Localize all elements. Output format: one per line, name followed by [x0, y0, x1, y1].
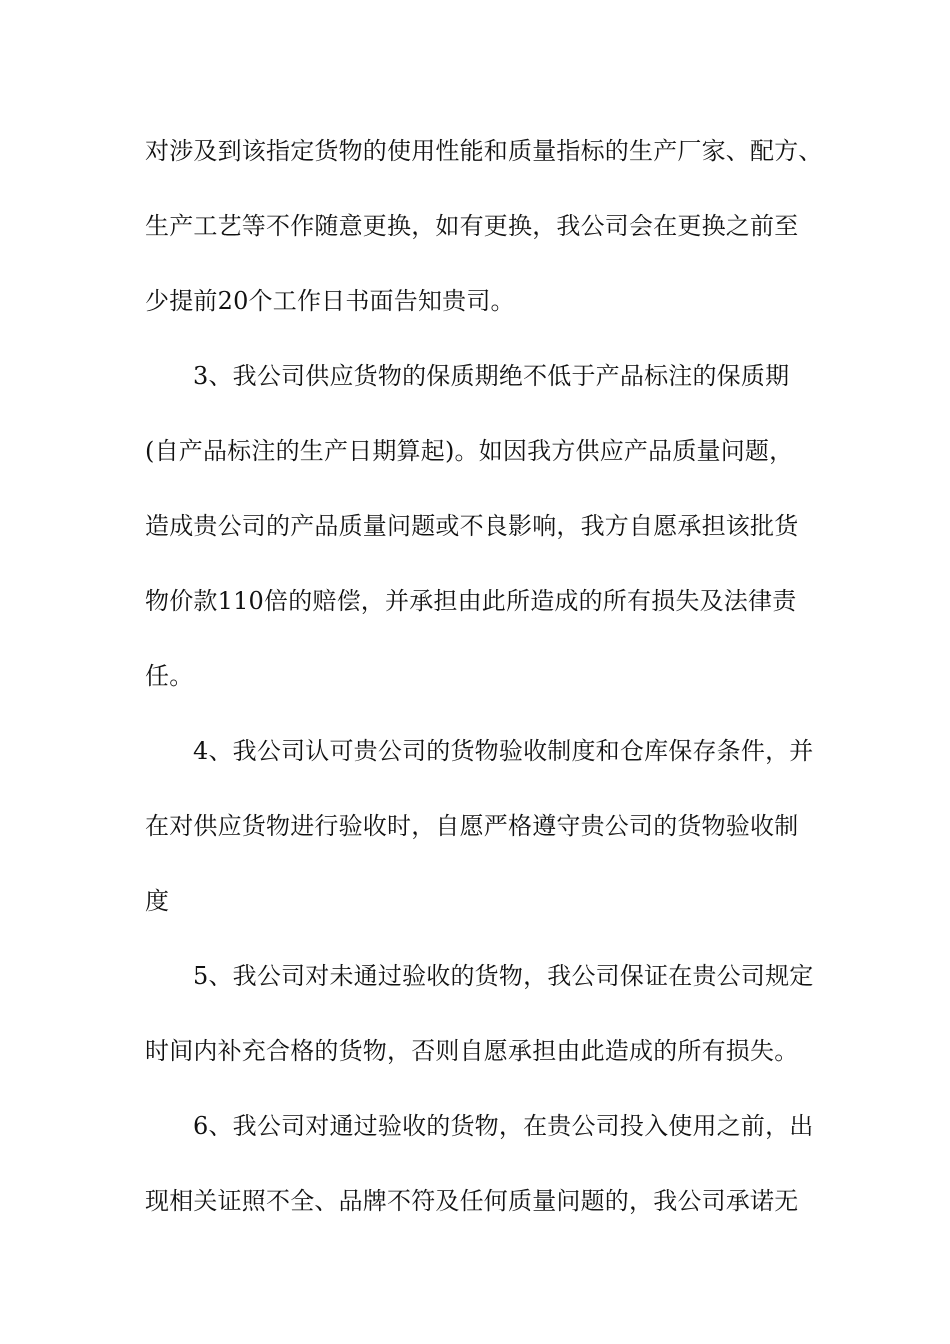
- paragraph-line: 生产工艺等不作随意更换，如有更换，我公司会在更换之前至: [145, 212, 799, 240]
- clause-3-line: 3、我公司供应货物的保质期绝不低于产品标注的保质期: [193, 362, 790, 390]
- paragraph-line: 对涉及到该指定货物的使用性能和质量指标的生产厂家、配方、: [145, 137, 823, 165]
- paragraph-line: 造成贵公司的产品质量问题或不良影响，我方自愿承担该批货: [145, 512, 799, 540]
- paragraph-line: 任。: [145, 662, 194, 690]
- paragraph-line: 现相关证照不全、品牌不符及任何质量问题的，我公司承诺无: [145, 1187, 799, 1215]
- paragraph-line: 时间内补充合格的货物，否则自愿承担由此造成的所有损失。: [145, 1037, 799, 1065]
- clause-5-line: 5、我公司对未通过验收的货物，我公司保证在贵公司规定: [193, 962, 814, 990]
- clause-4-line: 4、我公司认可贵公司的货物验收制度和仓库保存条件，并: [193, 737, 814, 765]
- paragraph-line: 在对供应货物进行验收时，自愿严格遵守贵公司的货物验收制: [145, 812, 799, 840]
- paragraph-line: (自产品标注的生产日期算起)。如因我方供应产品质量问题，: [145, 437, 794, 465]
- paragraph-line: 度: [145, 887, 170, 915]
- paragraph-line: 少提前20个工作日书面告知贵司。: [145, 287, 515, 315]
- paragraph-line: 物价款110倍的赔偿，并承担由此所造成的所有损失及法律责: [145, 587, 797, 615]
- clause-6-line: 6、我公司对通过验收的货物，在贵公司投入使用之前，出: [193, 1112, 814, 1140]
